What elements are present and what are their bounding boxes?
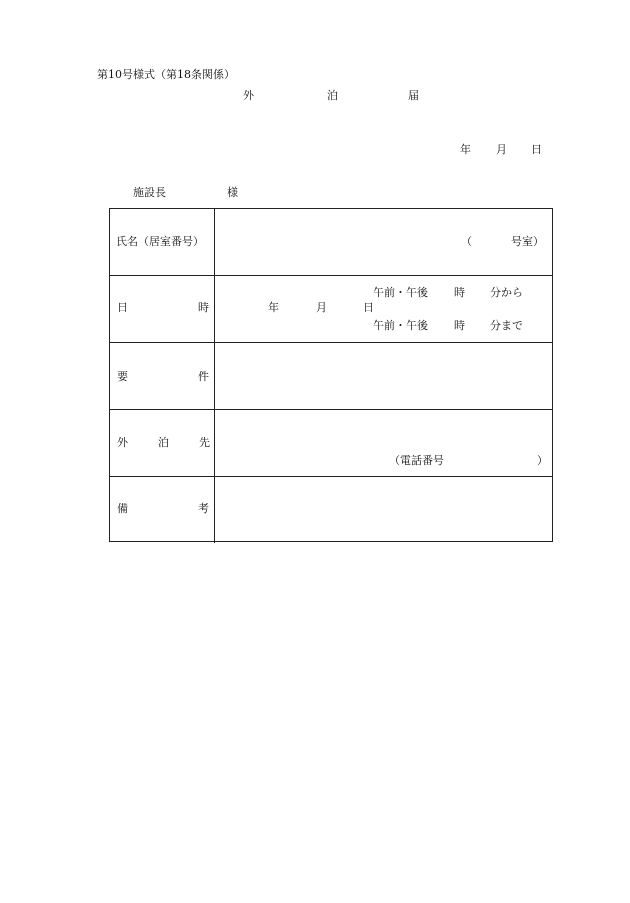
- title-char-1: 外: [243, 89, 254, 102]
- to-hour-label: 時: [454, 319, 465, 332]
- phone-number-label: （電話番号: [389, 454, 444, 467]
- remarks-row: [110, 477, 552, 543]
- room-open-paren: （: [461, 235, 472, 248]
- from-hour-label: 時: [454, 286, 465, 299]
- name-label-cell: [110, 209, 215, 275]
- remarks-label-char-1: 備: [117, 502, 128, 515]
- date-month-label-inline: 月: [316, 301, 327, 314]
- from-minute-label: 分から: [490, 286, 523, 299]
- name-input-cell[interactable]: [215, 209, 552, 275]
- date-year-label: 年: [460, 143, 471, 156]
- destination-label-char-3: 先: [199, 436, 210, 449]
- date-year-label-inline: 年: [268, 301, 279, 314]
- addressee-honorific: 様: [227, 186, 238, 199]
- form-title: [0, 89, 630, 103]
- application-form-table: [109, 208, 553, 542]
- purpose-row: [110, 343, 552, 410]
- name-label: 氏名（居室番号）: [116, 235, 204, 248]
- date-day-label-inline: 日: [363, 301, 374, 314]
- datetime-label-char-2: 時: [198, 301, 209, 314]
- purpose-label-cell: [110, 343, 215, 409]
- destination-row: [110, 410, 552, 477]
- date-day-label: 日: [531, 143, 542, 156]
- datetime-row: [110, 276, 552, 343]
- title-char-3: 届: [408, 89, 419, 102]
- to-minute-label: 分まで: [490, 319, 523, 332]
- destination-label-char-2: 泊: [158, 436, 169, 449]
- destination-label-cell: [110, 410, 215, 476]
- room-number-suffix: 号室）: [511, 235, 544, 248]
- destination-label-char-1: 外: [117, 436, 128, 449]
- datetime-label-cell: [110, 276, 215, 342]
- datetime-input-cell[interactable]: [215, 276, 552, 342]
- purpose-input-cell[interactable]: [215, 343, 552, 409]
- name-row: [110, 209, 552, 276]
- form-number: 第10号様式（第18条関係）: [97, 68, 235, 81]
- addressee-role: 施設長: [133, 186, 166, 199]
- title-char-2: 泊: [327, 89, 338, 102]
- remarks-input-cell[interactable]: [215, 477, 552, 543]
- date-month-label: 月: [496, 143, 507, 156]
- from-ampm: 午前・午後: [373, 286, 428, 299]
- to-ampm: 午前・午後: [373, 319, 428, 332]
- purpose-label-char-1: 要: [117, 370, 128, 383]
- purpose-label-char-2: 件: [198, 370, 209, 383]
- remarks-label-char-2: 考: [198, 502, 209, 515]
- datetime-label-char-1: 日: [117, 301, 128, 314]
- destination-input-cell[interactable]: [215, 410, 552, 476]
- phone-close-paren: ）: [537, 454, 548, 467]
- remarks-label-cell: [110, 477, 215, 543]
